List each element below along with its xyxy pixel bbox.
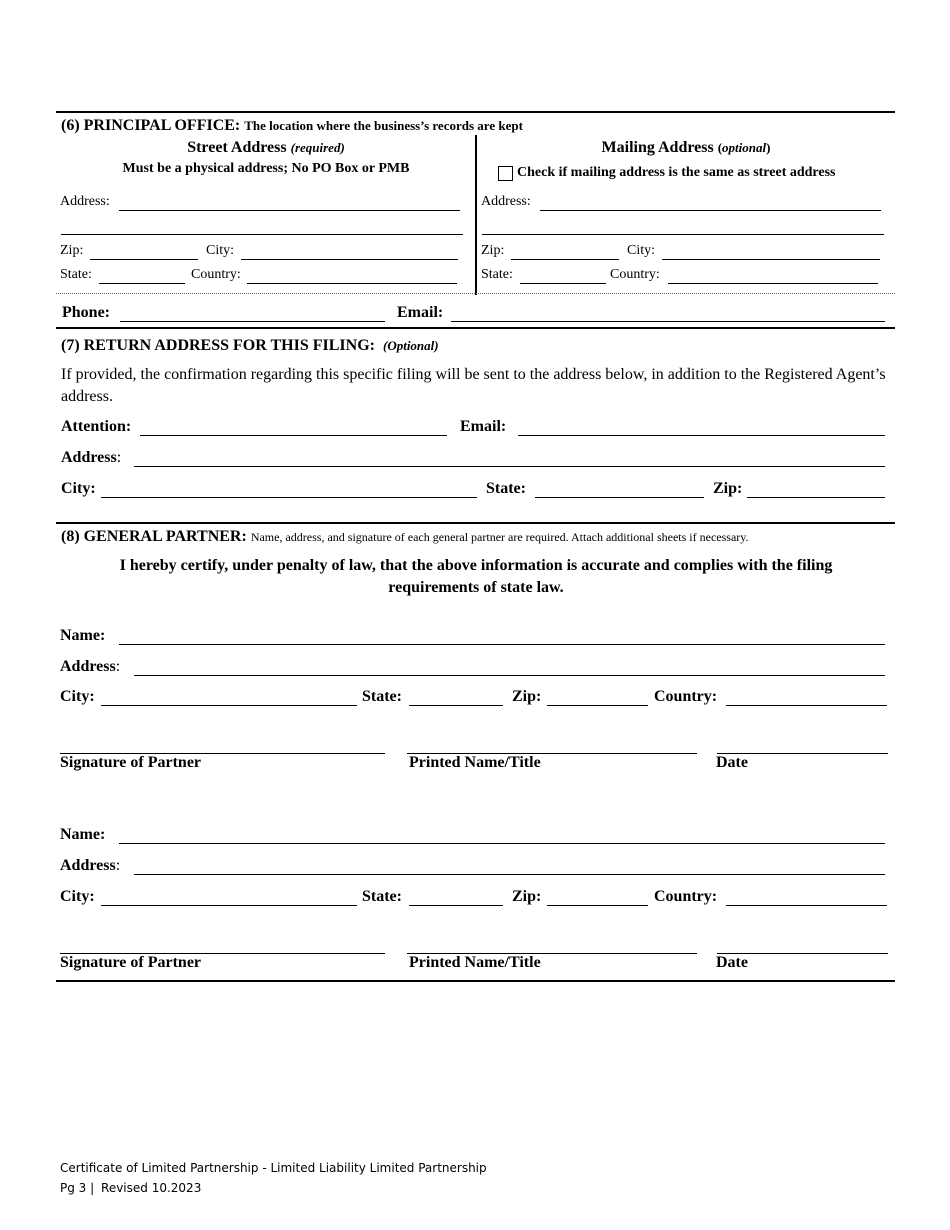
- street-city-field[interactable]: [241, 259, 458, 260]
- mailing-address-label: Address:: [481, 194, 531, 209]
- partner-1-country-field[interactable]: [726, 705, 887, 706]
- principal-email-field[interactable]: [451, 321, 885, 322]
- street-zip-field[interactable]: [90, 259, 198, 260]
- street-state-field[interactable]: [99, 283, 185, 284]
- attention-label: Attention:: [61, 418, 132, 435]
- return-address-heading: (7) RETURN ADDRESS FOR THIS FILING:: [61, 337, 375, 354]
- return-address-heading-note: (Optional): [382, 338, 439, 353]
- general-partner-heading: (8) GENERAL PARTNER:: [61, 528, 247, 545]
- partner-2-address-label: Address:: [60, 857, 121, 874]
- partner-1-city-field[interactable]: [101, 705, 357, 706]
- mailing-address-line-2[interactable]: [482, 234, 884, 235]
- footer-page-info: [60, 1181, 201, 1195]
- principal-email-label: Email:: [397, 304, 444, 321]
- street-state-label: State:: [60, 267, 92, 282]
- street-country-field[interactable]: [247, 283, 457, 284]
- return-address-label: Address:: [61, 449, 122, 466]
- return-address-field[interactable]: [134, 466, 885, 467]
- section-8-bottom-rule: [56, 980, 895, 982]
- principal-office-heading: (6) PRINCIPAL OFFICE:: [61, 117, 241, 134]
- mailing-zip-field[interactable]: [511, 259, 619, 260]
- street-address-line-1[interactable]: [119, 210, 460, 211]
- return-city-field[interactable]: [101, 497, 477, 498]
- same-as-street-checkbox[interactable]: [498, 166, 513, 181]
- principal-office-heading-row: [61, 117, 523, 135]
- section-8-top-rule: [56, 522, 895, 524]
- partner-2-signature-label: Signature of Partner: [60, 954, 202, 971]
- return-email-label: Email:: [460, 418, 507, 435]
- partner-1-name-label: Name:: [60, 627, 106, 644]
- return-city-label: City:: [61, 480, 96, 497]
- mailing-city-label: City:: [627, 243, 656, 258]
- phone-field[interactable]: [120, 321, 385, 322]
- mailing-zip-label: Zip:: [481, 243, 505, 258]
- partner-1-printed-name-label: Printed Name/Title: [409, 754, 541, 771]
- section-7-top-rule: [56, 327, 895, 329]
- return-state-label: State:: [486, 480, 526, 497]
- mailing-state-field[interactable]: [520, 283, 606, 284]
- street-address-label: Address:: [60, 194, 110, 209]
- street-country-label: Country:: [191, 267, 241, 282]
- address-column-divider: [475, 135, 477, 295]
- partner-1-city-label: City:: [60, 688, 95, 705]
- partner-1-zip-label: Zip:: [512, 688, 542, 705]
- general-partner-subheading: Name, address, and signature of each general partner are required. Attach additional sheets if necessary.: [250, 530, 749, 544]
- partner-2-country-label: Country:: [654, 888, 718, 905]
- mailing-state-label: State:: [481, 267, 513, 282]
- return-address-description: If provided, the confirmation regarding this specific filing will be sent to the address below, in addition to the Registered Agent’s address.: [61, 366, 886, 405]
- street-address-title: Street Address (required): [187, 139, 345, 156]
- certification-statement: I hereby certify, under penalty of law, that the above information is accurate and complies with the filing requirements of state law.: [119, 557, 833, 596]
- partner-2-name-label: Name:: [60, 826, 106, 843]
- phone-label: Phone:: [62, 304, 110, 321]
- mailing-address-title: Mailing Address (optional): [601, 139, 771, 156]
- partner-2-city-field[interactable]: [101, 905, 357, 906]
- partner-1-name-field[interactable]: [119, 644, 885, 645]
- partner-1-state-label: State:: [362, 688, 402, 705]
- partner-2-city-label: City:: [60, 888, 95, 905]
- principal-office-subheading: The location where the business’s records are kept: [244, 118, 523, 133]
- partner-1-country-label: Country:: [654, 688, 718, 705]
- partner-2-zip-label: Zip:: [512, 888, 542, 905]
- footer-form-title: Certificate of Limited Partnership - Limited Liability Limited Partnership: [60, 1161, 487, 1175]
- partner-2-printed-name-label: Printed Name/Title: [409, 954, 541, 971]
- return-state-field[interactable]: [535, 497, 704, 498]
- footer-page-number: Pg 3: [60, 1181, 87, 1195]
- street-city-label: City:: [206, 243, 235, 258]
- partner-2-name-field[interactable]: [119, 843, 885, 844]
- partner-1-signature-label: Signature of Partner: [60, 754, 202, 771]
- return-email-field[interactable]: [518, 435, 885, 436]
- partner-2-date-label: Date: [716, 954, 748, 971]
- footer-separator: |: [90, 1181, 95, 1195]
- partner-1-date-label: Date: [716, 754, 748, 771]
- same-as-street-label: Check if mailing address is the same as street address: [517, 165, 836, 180]
- partner-2-country-field[interactable]: [726, 905, 887, 906]
- mailing-city-field[interactable]: [662, 259, 880, 260]
- mailing-address-line-1[interactable]: [540, 210, 881, 211]
- partner-1-zip-field[interactable]: [547, 705, 648, 706]
- partner-1-state-field[interactable]: [409, 705, 503, 706]
- street-address-note: Must be a physical address; No PO Box or PMB: [122, 161, 410, 176]
- general-partner-heading-row: [61, 528, 748, 546]
- section-6-top-rule: [56, 111, 895, 113]
- partner-1-address-label: Address:: [60, 658, 121, 675]
- partner-2-zip-field[interactable]: [547, 905, 648, 906]
- return-zip-field[interactable]: [747, 497, 885, 498]
- street-address-line-2[interactable]: [61, 234, 463, 235]
- return-address-heading-row: [61, 337, 439, 355]
- principal-office-dotted-separator: [56, 293, 895, 294]
- street-zip-label: Zip:: [60, 243, 84, 258]
- partner-2-state-field[interactable]: [409, 905, 503, 906]
- partner-2-address-field[interactable]: [134, 874, 885, 875]
- return-zip-label: Zip:: [713, 480, 743, 497]
- partner-2-state-label: State:: [362, 888, 402, 905]
- mailing-country-label: Country:: [610, 267, 660, 282]
- footer-revised: Revised 10.2023: [101, 1181, 202, 1195]
- mailing-country-field[interactable]: [668, 283, 878, 284]
- partner-1-address-field[interactable]: [134, 675, 885, 676]
- attention-field[interactable]: [140, 435, 447, 436]
